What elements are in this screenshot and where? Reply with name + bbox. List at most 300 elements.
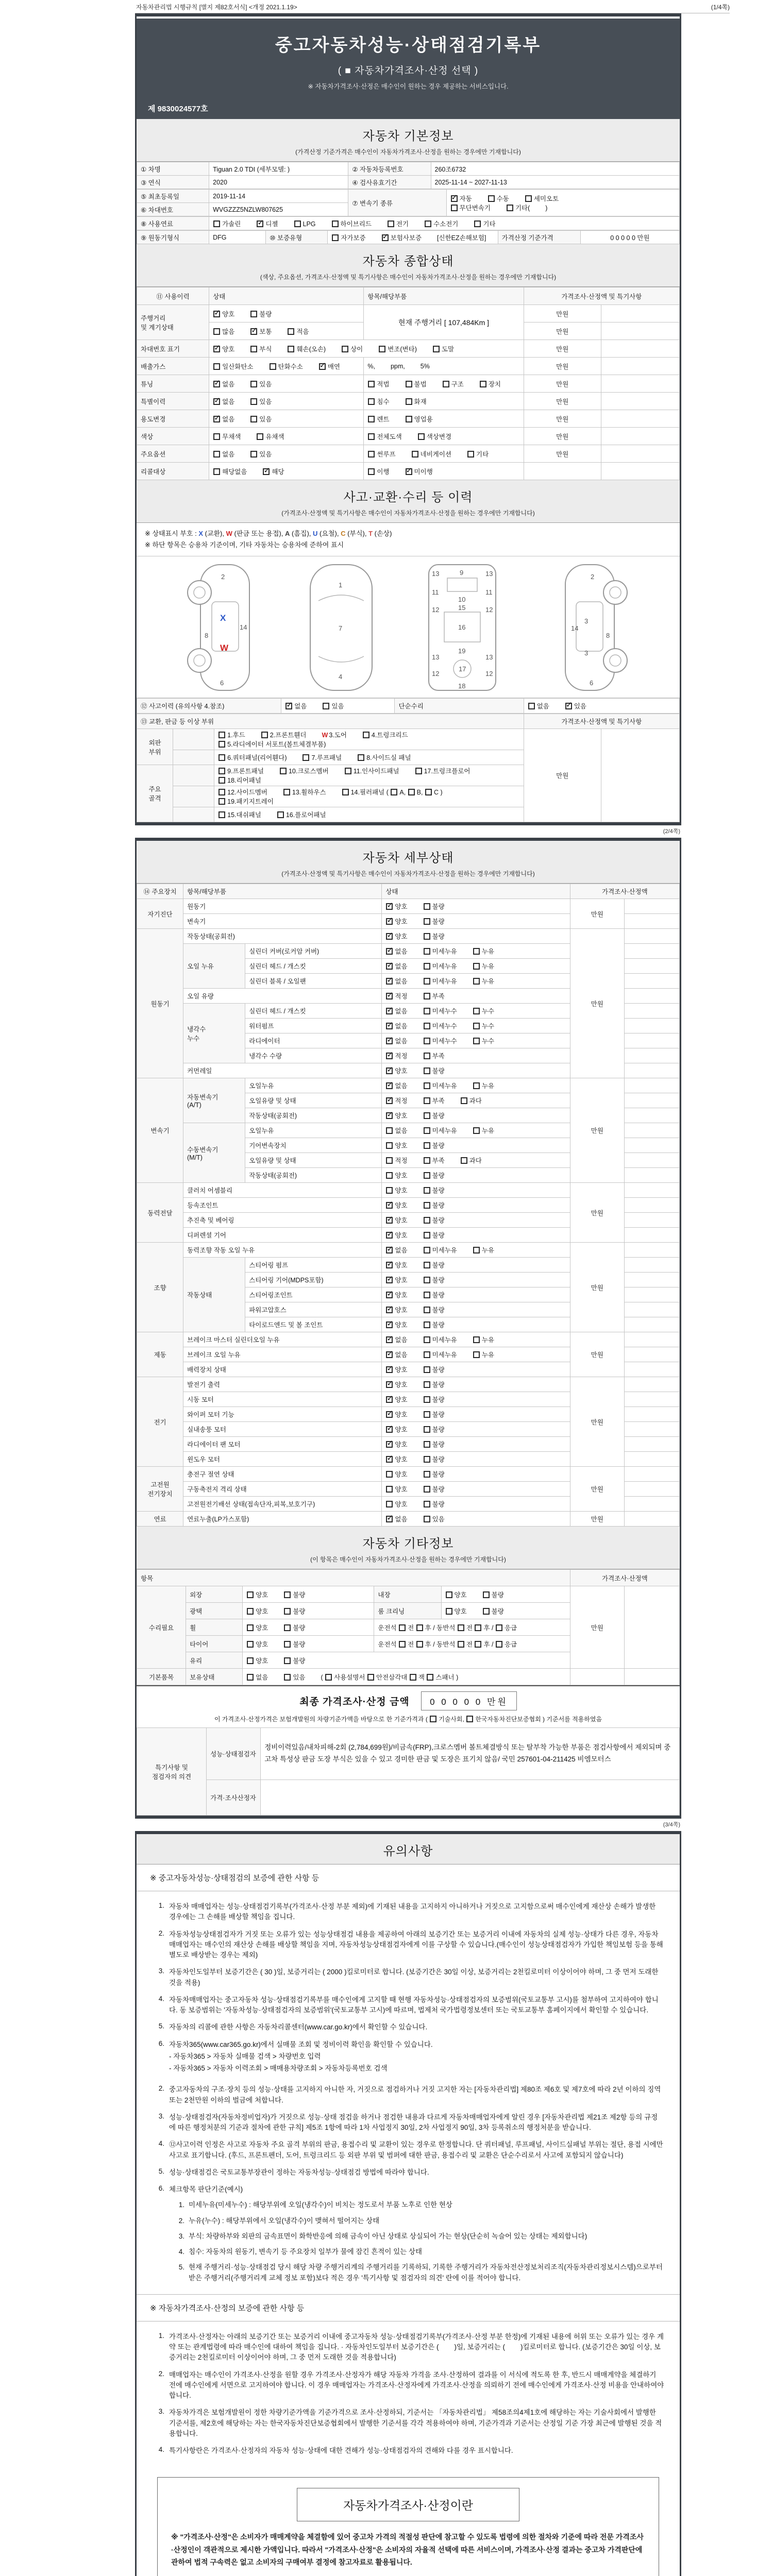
- state-cell: ✓ 없음 미세누유 누유: [382, 944, 570, 959]
- item-label: 작동상태(공회전): [245, 1108, 382, 1123]
- checkbox-checked: [386, 1321, 393, 1328]
- checkbox-unchecked: [247, 1608, 254, 1615]
- notice-subline: - 자동차365 > 자동차 이력조회 > 매매용차량조회 > 자동차등록번호 검색: [169, 2064, 388, 2073]
- svg-text:11: 11: [485, 588, 493, 597]
- notice-item: 1. 가격조사·산정자는 아래의 보증기간 또는 보증거리 이내에 중고자동차 성능·상태점검기록부(가격조사·산정 부분 한정)에 기재된 내용에 허위 또는 오류가 있는 경우 계약 또는 관계법령에 따라 매수인에 대하여 책임을 집니다. · 자동차인도일부터 보증기간은 ( )일, 보증거리는 ( )킬로미터로 합니다. (보증기간은 30일 이상, 보증거리는 2천킬로미터 이상이어야 하며, 그 중 먼저 도래한 것을 적용합니다): [158, 2331, 664, 2362]
- item-label: 파워고압호스: [245, 1302, 382, 1317]
- section-detail-header: [137, 841, 680, 884]
- checkbox-unchecked: [250, 311, 257, 317]
- state-cell: 양호 불량: [382, 1467, 570, 1482]
- checkbox-unchecked: [425, 221, 431, 227]
- checkbox-unchecked: [430, 1716, 436, 1722]
- state-cell: ✓ 양호 불량: [382, 1198, 570, 1213]
- checkbox-unchecked: [473, 1023, 480, 1029]
- field-value: 썬루프 네비게이션 기타: [364, 445, 524, 463]
- panel-list: 15.대쉬패널 16.플로어패널: [214, 807, 524, 822]
- checkbox-unchecked: [257, 433, 263, 440]
- form-reference: 자동차관리법 시행규칙 [별지 제82호서식] <개정 2021.1.19>: [136, 4, 297, 11]
- device-label: 고전원 전기장치: [137, 1467, 183, 1512]
- notice-item: 5. 자동차의 리콜에 관한 사항은 자동차리콜센터(www.car.go.kr)에서 확인할 수 있습니다.: [158, 2022, 428, 2031]
- checkbox-checked: [386, 1053, 393, 1059]
- item-label: 실린더 커버(로커암 커버): [245, 944, 382, 959]
- note-cell: [624, 1033, 679, 1048]
- checkbox-unchecked: [473, 948, 480, 955]
- checkbox-unchecked: [424, 1351, 430, 1358]
- field-value: 2025-11-14 ~ 2027-11-13: [431, 176, 679, 189]
- checkbox-unchecked: [416, 1641, 423, 1648]
- svg-text:8: 8: [606, 632, 610, 640]
- notice-item: 6. 체크항목 판단기준(예시) 1. 미세누유(미세누수) : 해당부위에 오일(냉각수)이 비치는 정도로서 부품 노후로 인한 현상 2. 누유(누수) : 해당부위에서 오일(냉각수)이 맺혀서 떨어지는 상태 3. 부식: 차량하부와 외판의 금속표면이 화학반응에 의해 금속이 아닌 상태로 상실되어 가는 현상(단순히 녹슬어 있는 상태는 제외합니다) 4. 침수: 자동차의 원동기, 변속기 등 주요장치 일부가 물에 잠긴 흔적이 있는 상태 5. 현재 주행거리·성능·상태점검 당시 해당 차량 주행거리계의 주행거리를 기록하되, 기록한 주행거리가 자동차전산정보처리조직(자동차관리정보시스템)으로부터 받은 주행거리(주행거리계 교체 정보 포함)보다 적은 경우 '특기사항 및 점검자의 의견' 란에 이를 적어야 합니다.: [152, 2184, 664, 2283]
- form-meta-line: [135, 0, 730, 13]
- checkbox-unchecked: [424, 948, 430, 955]
- final-price-value: 0 0 0 0 0 만원: [421, 1691, 517, 1710]
- svg-text:2: 2: [221, 573, 225, 581]
- item-label: 동력조향 작동 오일 누유: [183, 1243, 382, 1258]
- legend-symbol: U: [313, 530, 318, 537]
- comprehensive-state-table: [137, 287, 680, 480]
- note-cell: [624, 944, 679, 959]
- item-label: 작동상태(공회전): [183, 929, 382, 944]
- state-cell: 운전석 전 후 / 동반석 전 후 / 응급: [374, 1636, 570, 1652]
- checkbox-unchecked: [473, 978, 480, 985]
- checkbox-checked: [386, 1396, 393, 1403]
- price-cell: 만원: [570, 1078, 624, 1183]
- item-label: 스티어링 기어(MDPS포함): [245, 1273, 382, 1287]
- checkbox-unchecked: [424, 1142, 430, 1149]
- checkbox-unchecked: [213, 468, 220, 475]
- svg-text:13: 13: [485, 570, 493, 578]
- field-value: 일산화탄소 탄화수소 ✓ 매연: [209, 358, 364, 375]
- checkbox-unchecked: [480, 381, 486, 387]
- state-cell: ✓ 양호 불량: [382, 899, 570, 914]
- checkbox-checked: [386, 1023, 393, 1029]
- item-label: 오일누유: [245, 1078, 382, 1093]
- notice-item: 5. 성능·상태점검은 국토교통부장관이 정하는 자동차성능·상태점검 방법에 따라야 합니다.: [158, 2167, 429, 2176]
- checkbox-checked: [451, 195, 458, 202]
- note-cell: [624, 1138, 679, 1153]
- notice-subitem: 4. 침수: 자동차의 원동기, 변속기 등 주요장치 일부가 물에 잠긴 흔적이 있는 상태: [178, 2248, 423, 2256]
- item-label: 디퍼렌셜 기어: [183, 1228, 382, 1243]
- field-label: 가격산정 기준가격: [498, 231, 580, 244]
- checkbox-checked: [386, 1516, 393, 1522]
- device-label: 전기: [137, 1377, 183, 1467]
- item-label: 라디에이터: [245, 1033, 382, 1048]
- note-cell: [624, 1452, 679, 1467]
- note-cell: [624, 1287, 679, 1302]
- item-label: 스티어링 펌프: [245, 1258, 382, 1273]
- note-cell: [624, 1019, 679, 1033]
- item-label: 추진축 및 베어링: [183, 1213, 382, 1228]
- col-header: ⑪ 사용이력: [137, 287, 209, 305]
- checkbox-checked: [386, 1038, 393, 1044]
- price-cell: 만원: [524, 445, 601, 463]
- sub-group-label: 자동변속기 (A/T): [183, 1078, 245, 1123]
- checkbox-unchecked: [496, 1641, 502, 1648]
- legend-symbol: X: [198, 530, 203, 537]
- sub-group-label: 냉각수 누수: [183, 1004, 245, 1063]
- checkbox-unchecked: [247, 1641, 254, 1648]
- checkbox-unchecked: [250, 398, 257, 405]
- item-label: 유리: [186, 1652, 243, 1669]
- item-label: 시동 모터: [183, 1392, 382, 1407]
- field-value: ✓ 없음 있음: [209, 410, 364, 428]
- checkbox-checked: [319, 363, 326, 370]
- checkbox-unchecked: [294, 221, 301, 227]
- row-label: 주요옵션: [137, 445, 209, 463]
- note-cell: [601, 445, 679, 463]
- state-cell: 적정 부족 과다: [382, 1153, 570, 1168]
- checkbox-unchecked: [332, 221, 339, 227]
- state-cell: ✓ 양호 불량: [382, 1317, 570, 1332]
- state-cell: ✓ 양호 불량: [382, 1302, 570, 1317]
- checkbox-unchecked: [283, 789, 290, 795]
- checkbox-unchecked: [424, 918, 430, 925]
- checkbox-unchecked: [424, 1381, 430, 1388]
- svg-text:19: 19: [458, 647, 466, 655]
- item-label: 오일유량 및 상태: [245, 1153, 382, 1168]
- checkbox-unchecked: [368, 451, 375, 457]
- price-survey-info-box: [157, 2477, 659, 2576]
- checkbox-unchecked: [424, 1053, 430, 1059]
- checkbox-checked: [386, 1082, 393, 1089]
- field-value: Tiguan 2.0 TDI (세부모델: ): [209, 162, 348, 176]
- field-label: ⑫ 사고이력 (유의사항 4.참조): [137, 699, 281, 714]
- checkbox-unchecked: [424, 993, 430, 999]
- panel-list: 12.사이드멤버 13.휠하우스 14.필러패널 ( A, B, C ) 19.패키지트레이: [214, 786, 524, 807]
- checkbox-unchecked: [424, 1321, 430, 1328]
- item-label: 실린더 헤드 / 개스킷: [245, 959, 382, 974]
- col-header: 상태: [209, 287, 364, 305]
- checkbox-unchecked: [388, 221, 394, 227]
- section-title: 자동차 기타정보: [362, 1537, 454, 1551]
- checkbox-unchecked: [424, 1441, 430, 1448]
- section-title: 자동차 종합상태: [362, 255, 454, 268]
- checkbox-unchecked: [466, 1716, 473, 1722]
- state-cell: 양호 불량: [243, 1603, 374, 1619]
- checkbox-unchecked: [425, 789, 432, 795]
- note-cell: [624, 1228, 679, 1243]
- field-value: 0 0 0 0 0 만원: [580, 231, 679, 244]
- row-label: 리콜대상: [137, 463, 209, 480]
- field-label: ⑨ 원동기형식: [137, 231, 209, 244]
- checkbox-unchecked: [332, 234, 339, 241]
- checkbox-unchecked: [342, 789, 349, 795]
- checkbox-checked: [213, 398, 220, 405]
- other-info-table: [137, 1569, 680, 1685]
- checkbox-unchecked: [424, 903, 430, 910]
- state-cell: ✓ 양호 불량: [382, 1228, 570, 1243]
- checkbox-unchecked: [424, 978, 430, 985]
- checkbox-unchecked: [379, 346, 385, 352]
- checkbox-unchecked: [213, 451, 220, 457]
- checkbox-unchecked: [345, 768, 351, 774]
- notice-list-3: [137, 2321, 680, 2467]
- state-cell: 양호 불량: [382, 1497, 570, 1512]
- checkbox-unchecked: [424, 1202, 430, 1209]
- state-cell: 양호 불량: [243, 1619, 374, 1636]
- svg-text:9: 9: [460, 569, 464, 577]
- item-label: 클러치 어셈블리: [183, 1183, 382, 1198]
- state-cell: 양호 불량: [382, 1482, 570, 1497]
- checkbox-unchecked: [412, 451, 418, 457]
- page-marker-3: (3/4쪽): [663, 1822, 680, 1828]
- checkbox-unchecked: [219, 768, 225, 774]
- checkbox-unchecked: [446, 1591, 452, 1598]
- checkbox-unchecked: [451, 205, 458, 211]
- note-cell: [624, 1377, 679, 1392]
- checkbox-unchecked: [424, 1112, 430, 1119]
- field-label: ① 차명: [137, 162, 209, 176]
- row-label: 튜닝: [137, 375, 209, 393]
- price-cell: 만원: [570, 1332, 624, 1377]
- note-cell: [624, 1004, 679, 1019]
- state-cell: 운전석 전 후 / 동반석 전 후 / 응급: [374, 1619, 570, 1636]
- state-cell: 양호 불량: [441, 1603, 570, 1619]
- checkbox-unchecked: [473, 1082, 480, 1089]
- checkbox-unchecked: [408, 789, 415, 795]
- state-cell: ✓ 양호 불량: [382, 1258, 570, 1273]
- device-label: 변속기: [137, 1078, 183, 1183]
- note-cell: [624, 1467, 679, 1482]
- page-marker-1: (1/4쪽): [711, 4, 730, 11]
- checkbox-unchecked: [461, 1097, 467, 1104]
- checkbox-checked: [386, 1202, 393, 1209]
- checkbox-unchecked: [525, 195, 532, 202]
- price-cell: 만원: [524, 305, 601, 323]
- note-cell: [601, 358, 679, 375]
- note-cell: [624, 1243, 679, 1258]
- item-label: 타이로드엔드 및 볼 조인트: [245, 1317, 382, 1332]
- section-title: 유의사항: [383, 1844, 433, 1859]
- state-cell: ✓ 없음 미세누수 누수: [382, 1033, 570, 1048]
- form-subtitle: ( ■ 자동차가격조사·산정 선택 ): [338, 65, 479, 76]
- note-cell: [624, 1273, 679, 1287]
- notice-item: 3. 자동차인도일부터 보증기간은 ( 30 )일, 보증거리는 ( 2000 )킬로미터로 합니다. (보증기간은 30일 이상, 보증거리는 2천킬로미터 이상이어야 하며, 그 중 먼저 도래한 것을 적용): [158, 1967, 659, 1987]
- checkbox-unchecked: [424, 1426, 430, 1433]
- row-label: 차대번호 표기: [137, 340, 209, 358]
- field-value: 자가보증 ✓ 보험사보증 [신한EZ손해보험]: [328, 231, 498, 244]
- field-value: ✓ 없음 있음: [209, 375, 364, 393]
- checkbox-unchecked: [247, 1591, 254, 1598]
- price-cell: 만원: [524, 410, 601, 428]
- checkbox-unchecked: [424, 1471, 430, 1478]
- svg-text:13: 13: [432, 570, 440, 578]
- svg-text:1: 1: [339, 581, 343, 589]
- notice-item: 2. 자동차성능상태점검자가 거짓 또는 오류가 있는 성능상태점검 내용을 제공하여 아래의 보증기간 또는 보증거리 이내에 자동차의 실제 성능·상태가 다른 경우, 자동차매매업자는 매수인의 재산상 손해를 배상할 책임을 지며, 자동차성능상태점검자에게 이를 구상할 수 있습니다.(매수인이 성능상태점검자가 가입한 책임보험 등을 통해 별도로 배상받는 경우는 제외): [158, 1929, 663, 1959]
- checkbox-unchecked: [424, 1172, 430, 1179]
- checkbox-unchecked: [250, 346, 257, 352]
- notice-list-1: [137, 1891, 680, 2084]
- rank-label: [173, 807, 214, 822]
- checkbox-unchecked: [424, 1157, 430, 1164]
- item-label: 내장: [374, 1586, 441, 1603]
- checkbox-checked: [386, 1277, 393, 1283]
- checkbox-unchecked: [368, 381, 375, 387]
- item-label: 와이퍼 모터 기능: [183, 1407, 382, 1422]
- checkbox-unchecked: [367, 1674, 374, 1681]
- panel-list: 1.후드 2.프론트휀더 W 3.도어 4.트렁크리드 5.라디에이터 서포트(볼트체결부품): [214, 729, 524, 750]
- checkbox-unchecked: [424, 1486, 430, 1493]
- state-cell: ✓ 양호 불량: [382, 1452, 570, 1467]
- checkbox-unchecked: [323, 703, 329, 709]
- item-label: 오일 유량: [183, 989, 382, 1004]
- col-header: 상태: [382, 884, 570, 899]
- checkbox-checked: [386, 1366, 393, 1373]
- note-cell: [624, 914, 679, 929]
- checkbox-unchecked: [424, 1262, 430, 1268]
- field-value: 260조6732: [431, 162, 679, 176]
- sub-group-label: 오일 누유: [183, 944, 245, 989]
- notice-subitem: 1. 미세누유(미세누수) : 해당부위에 오일(냉각수)이 비치는 정도로서 부품 노후로 인한 현상: [178, 2201, 452, 2209]
- note-cell: [601, 410, 679, 428]
- note-cell: [624, 1669, 679, 1685]
- checkbox-unchecked: [219, 732, 225, 738]
- final-price-label: 최종 가격조사·산정 금액: [299, 1697, 410, 1708]
- state-cell: ✓ 양호 불량: [382, 1273, 570, 1287]
- state-cell: ✓ 없음 미세누유 누유: [382, 1243, 570, 1258]
- notice-heading-1: ※ 중고자동차성능·상태점검의 보증에 관한 사항 등: [137, 1865, 680, 1891]
- state-symbol-legend: [137, 523, 680, 556]
- price-cell: 만원: [524, 393, 601, 410]
- note-cell: [601, 428, 679, 445]
- checkbox-checked: [386, 933, 393, 940]
- item-label: 실린더 블록 / 오일팬: [245, 974, 382, 989]
- item-label: 기어변속장치: [245, 1138, 382, 1153]
- notice-item: 6. 자동차365(www.car365.go.kr)에서 실매물 조회 및 정비이력 확인을 확인할 수 있습니다. - 자동차365 > 자동차 실매물 검색 > 차량번호 입력 - 자동차365 > 자동차 이력조회 > 매매용차량조회 > 자동차등록번호 검색: [152, 2040, 664, 2074]
- checkbox-unchecked: [424, 1008, 430, 1014]
- price-cell: [524, 463, 601, 480]
- checkbox-checked: [386, 1441, 393, 1448]
- checkbox-checked: [386, 1097, 393, 1104]
- svg-text:12: 12: [485, 606, 493, 614]
- checkbox-unchecked: [342, 346, 348, 352]
- checkbox-unchecked: [250, 416, 257, 422]
- checkbox-unchecked: [250, 381, 257, 387]
- checkbox-checked: [213, 381, 220, 387]
- section-other-header: [137, 1527, 680, 1569]
- field-value: ✓양호 불량: [209, 305, 364, 323]
- state-cell: 양호 불량: [441, 1586, 570, 1603]
- price-cell: 만원: [570, 1586, 624, 1669]
- checkbox-unchecked: [386, 1142, 393, 1149]
- field-value: ✓자동 수동 세미오토 무단변속기 기타( ): [446, 190, 679, 216]
- price-cell: 만원: [524, 729, 601, 822]
- field-value: DFG: [209, 231, 266, 244]
- field-value: 가솔린 ✓ 디젤 LPG 하이브리드 전기 수소전기 기타: [209, 217, 680, 230]
- document-page: [135, 0, 730, 2576]
- note-cell: [624, 1048, 679, 1063]
- item-label: 충전구 절연 상태: [183, 1467, 382, 1482]
- checkbox-unchecked: [461, 1157, 467, 1164]
- block-page4-notices: [135, 1831, 681, 2576]
- state-cell: ✓ 없음 미세누수 누수: [382, 1019, 570, 1033]
- notice-item: 1. 자동차 매매업자는 성능·상태점검기록부(가격조사·산정 부분 제외)에 기재된 내용을 고지하지 아니하거나 거짓으로 고지함으로써 매수인에게 재산상 손해가 발생한 경우에는 그 손해를 배상할 책임을 집니다.: [158, 1902, 656, 1921]
- checkbox-unchecked: [277, 811, 284, 818]
- item-label: 타이어: [186, 1636, 243, 1652]
- checkbox-unchecked: [219, 811, 225, 818]
- checkbox-unchecked: [473, 1038, 480, 1044]
- svg-text:12: 12: [432, 606, 440, 614]
- legend-symbol: W: [226, 530, 232, 537]
- section-notices-header: [137, 1834, 680, 1865]
- item-label: 윈도우 모터: [183, 1452, 382, 1467]
- price-cell: 만원: [524, 375, 601, 393]
- checkbox-unchecked: [261, 732, 268, 738]
- checkbox-checked: [386, 1232, 393, 1239]
- item-label: 연료누출(LP가스포함): [183, 1512, 382, 1527]
- field-value: 많음 ✓ 보통 적음: [209, 323, 364, 340]
- state-cell: 양호 불량: [243, 1586, 374, 1603]
- note-cell: [624, 1258, 679, 1273]
- row-label: 특별이력: [137, 393, 209, 410]
- state-cell: ✓ 양호 불량: [382, 929, 570, 944]
- checkbox-unchecked: [424, 1023, 430, 1029]
- item-label: 라디에이터 팬 모터: [183, 1437, 382, 1452]
- checkbox-unchecked: [219, 777, 225, 784]
- checkbox-unchecked: [424, 1097, 430, 1104]
- sub-group-label: 수동변속기 (M/T): [183, 1123, 245, 1183]
- section-subtitle: (이 항목은 매수인이 자동차가격조사·산정을 원하는 경우에만 기재합니다): [310, 1556, 506, 1564]
- field-label: ⑧ 사용연료: [137, 217, 209, 230]
- checkbox-unchecked: [528, 703, 535, 709]
- notice-subitem: 5. 현재 주행거리·성능·상태점검 당시 해당 차량 주행거리계의 주행거리를 기록하되, 기록한 주행거리가 자동차전산정보처리조직(자동차관리정보시스템)으로부터 받은 주행거리(주행거리계 교체 정보 포함)보다 적은 경우 '특기사항 및 점검자의 의견' 란에 이를 적어야 합니다.: [178, 2263, 663, 2282]
- checkbox-unchecked: [219, 789, 225, 795]
- checkbox-checked: [386, 1262, 393, 1268]
- col-header: 항목/해당부품: [364, 287, 524, 305]
- legend-line: ※ 상태표시 부호 : X (교환), W (판금 또는 용접), A (흠집), U (요철), C (부식), T (손상): [145, 530, 392, 537]
- notice-list-2: [137, 2084, 680, 2294]
- checkbox-unchecked: [288, 328, 294, 335]
- note-cell: [624, 1512, 679, 1527]
- block-page3: [135, 838, 681, 1819]
- checkbox-unchecked: [368, 398, 375, 405]
- device-label: 원동기: [137, 929, 183, 1078]
- checkbox-checked: [386, 993, 393, 999]
- item-label: 광택: [186, 1603, 243, 1619]
- checkbox-checked: [386, 1336, 393, 1343]
- checkbox-unchecked: [406, 398, 412, 405]
- field-label: ② 자동차등록번호: [348, 162, 431, 176]
- checkbox-unchecked: [399, 1624, 406, 1631]
- checkbox-unchecked: [427, 1674, 433, 1681]
- field-label: ⑦ 변속기 종류: [348, 190, 446, 216]
- note-cell: [624, 1422, 679, 1437]
- checkbox-unchecked: [424, 1082, 430, 1089]
- checkbox-checked: [386, 903, 393, 910]
- state-cell: 없음 있음 ( 사용설명서 안전삼각대 잭 스패너 ): [243, 1669, 570, 1685]
- checkbox-unchecked: [386, 1187, 393, 1194]
- checkbox-unchecked: [458, 1624, 464, 1631]
- checkbox-checked: [386, 963, 393, 970]
- note-cell: [624, 1168, 679, 1183]
- svg-text:12: 12: [485, 670, 493, 678]
- state-cell: ✓ 양호 불량: [382, 1287, 570, 1302]
- price-cell: 만원: [570, 1183, 624, 1243]
- checkbox-unchecked: [424, 1292, 430, 1298]
- opinion-who: 가격·조사산정자: [207, 1780, 261, 1816]
- checkbox-unchecked: [424, 1411, 430, 1418]
- note-cell: [624, 1482, 679, 1497]
- price-cell: [570, 1669, 624, 1685]
- note-cell: [624, 1078, 679, 1093]
- item-label: 구동축전지 격리 상태: [183, 1482, 382, 1497]
- item-label: 등속조인트: [183, 1198, 382, 1213]
- device-label: 동력전달: [137, 1183, 183, 1243]
- note-cell: [624, 974, 679, 989]
- field-value: 2019-11-14: [209, 190, 348, 203]
- checkbox-unchecked: [288, 346, 294, 352]
- svg-text:7: 7: [339, 624, 343, 633]
